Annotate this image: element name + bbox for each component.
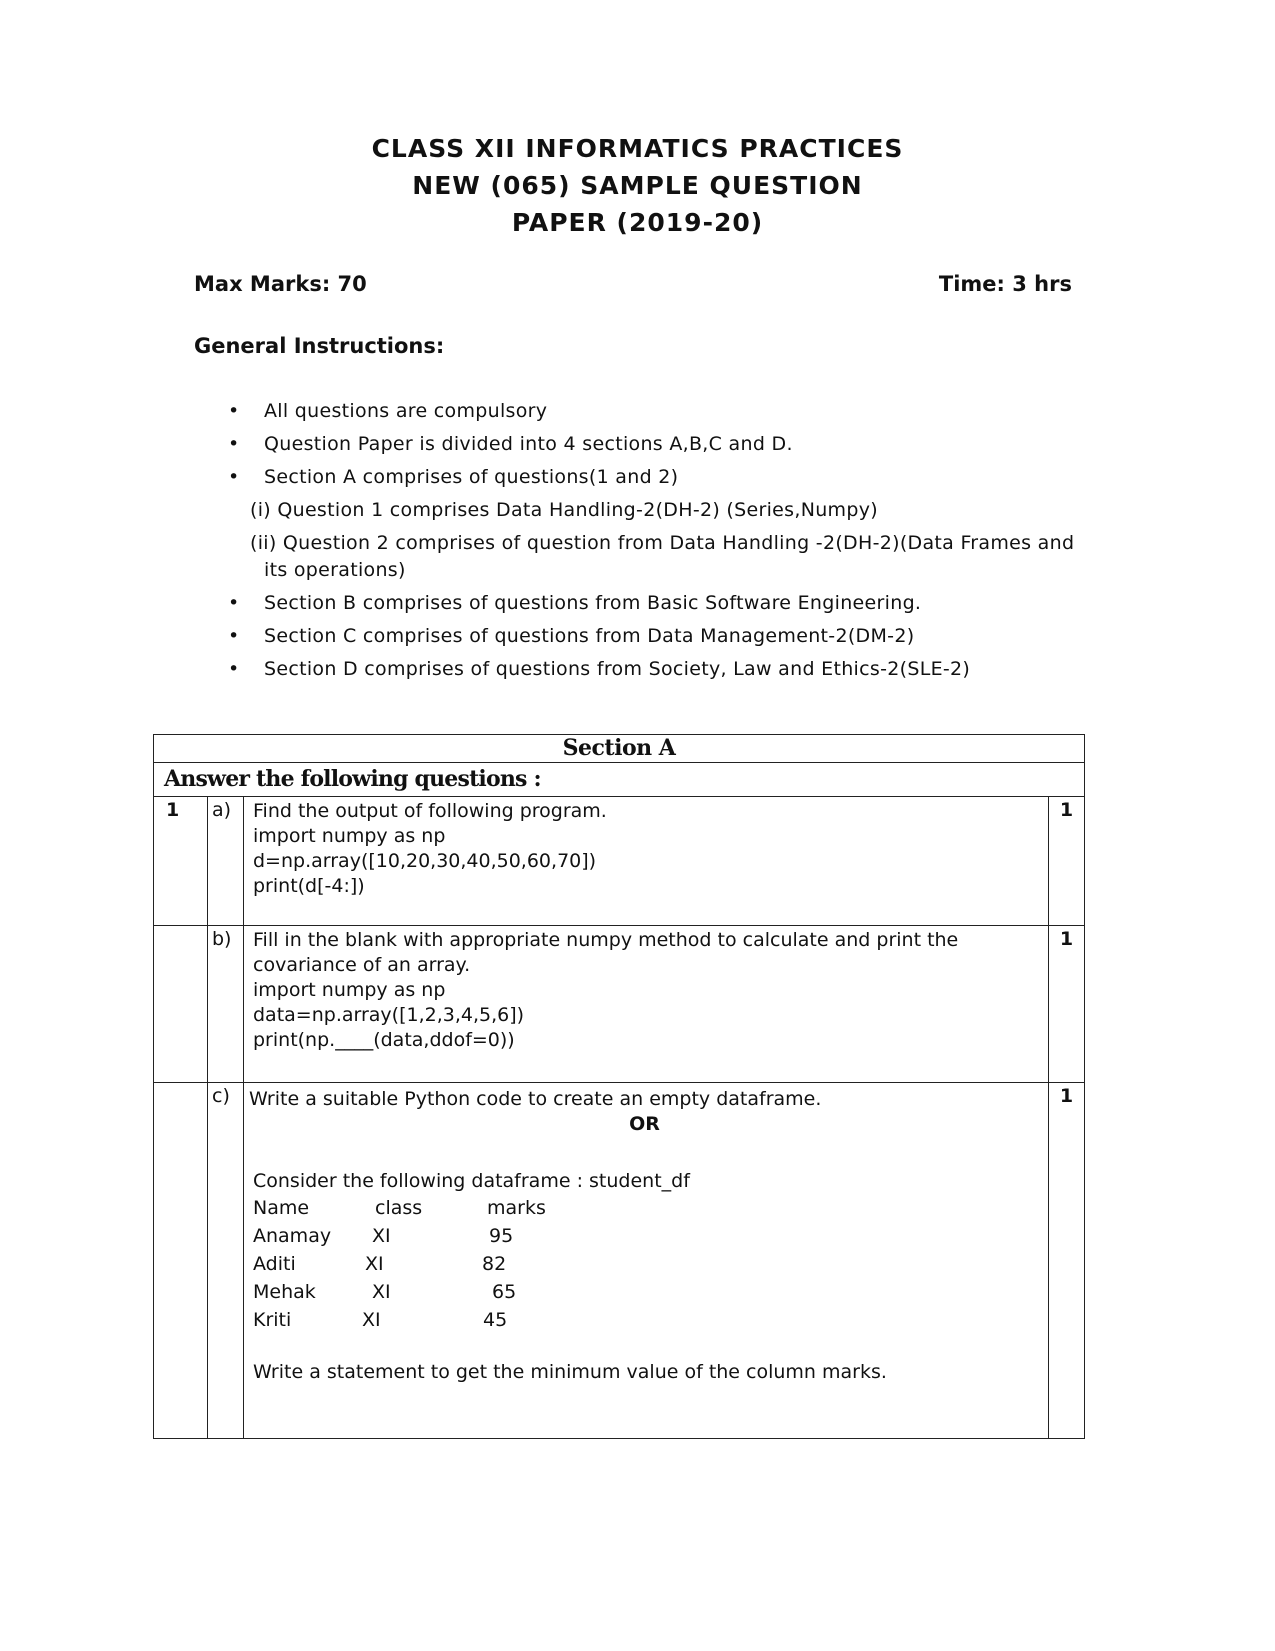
column-header: Name: [253, 1197, 310, 1219]
title-line-1: CLASS XII INFORMATICS PRACTICES: [371, 134, 904, 163]
table-row: [154, 797, 1085, 926]
bullet-icon: •: [228, 592, 240, 614]
dataframe-row: [253, 1250, 1040, 1278]
question-line: Fill in the blank with appropriate numpy method to calculate and print the: [253, 929, 959, 951]
cell-class: XI: [362, 1309, 381, 1331]
question-line: Find the output of following program.: [253, 800, 607, 822]
code-line: import numpy as np: [253, 979, 446, 1001]
bullet-icon: •: [228, 625, 240, 647]
bullet-icon: •: [228, 658, 240, 680]
marks-cell: 1: [1049, 1083, 1085, 1439]
code-line: d=np.array([10,20,30,40,50,60,70]): [253, 850, 597, 872]
question-line: Consider the following dataframe : student_df: [253, 1170, 690, 1192]
code-line: print(d[-4:]): [253, 875, 365, 897]
instruction-item: [228, 464, 1088, 491]
section-title: Section A: [154, 735, 1085, 763]
cell-name: Aditi: [253, 1253, 296, 1275]
empty-cell: [154, 1083, 208, 1439]
marks-cell: 1: [1049, 797, 1085, 926]
cell-marks: 65: [492, 1281, 517, 1303]
table-row: [154, 926, 1085, 1083]
dataframe-row: [253, 1222, 1040, 1250]
cell-marks: 95: [489, 1225, 514, 1247]
section-prompt: Answer the following questions :: [154, 763, 1085, 797]
title-line-2: NEW (065) SAMPLE QUESTION: [412, 171, 863, 200]
instruction-subitem: [228, 530, 1088, 557]
dataframe-row: [253, 1278, 1040, 1306]
instruction-item: [228, 398, 1088, 425]
code-line: import numpy as np: [253, 825, 446, 847]
code-line: print(np.____(data,ddof=0)): [253, 1029, 515, 1051]
cell-name: Anamay: [253, 1225, 332, 1247]
question-1c-body: [244, 1083, 1049, 1439]
instruction-subitem-continued: [228, 557, 1088, 584]
bullet-icon: •: [228, 433, 240, 455]
instruction-text: Section D comprises of questions from Society, Law and Ethics-2(SLE-2): [264, 658, 971, 680]
cell-class: XI: [372, 1281, 391, 1303]
cell-class: XI: [372, 1225, 391, 1247]
paper-title: [0, 130, 1275, 241]
subquestion-label: b): [208, 926, 244, 1083]
instruction-subitem: [228, 497, 1088, 524]
instruction-item: [228, 656, 1088, 683]
instruction-subtext: (i) Question 1 comprises Data Handling-2(DH-2) (Series,Numpy): [250, 499, 878, 521]
bullet-icon: •: [228, 466, 240, 488]
code-line: data=np.array([1,2,3,4,5,6]): [253, 1004, 525, 1026]
subquestion-label: c): [208, 1083, 244, 1439]
instruction-item: [228, 431, 1088, 458]
table-row: [154, 1083, 1085, 1439]
instruction-text: Section C comprises of questions from Data Management-2(DM-2): [264, 625, 915, 647]
instruction-item: [228, 623, 1088, 650]
cell-name: Kriti: [253, 1309, 292, 1331]
dataframe-row: [253, 1306, 1040, 1334]
question-1a-body: [244, 797, 1049, 926]
bullet-icon: •: [228, 400, 240, 422]
or-separator: OR: [629, 1113, 660, 1135]
paper-meta: [194, 272, 1072, 296]
question-line: Write a suitable Python code to create an empty dataframe.: [249, 1088, 822, 1110]
cell-name: Mehak: [253, 1281, 316, 1303]
cell-marks: 82: [482, 1253, 507, 1275]
instruction-item: [228, 590, 1088, 617]
question-line: Write a statement to get the minimum value of the column marks.: [253, 1361, 887, 1383]
question-number: 1: [154, 797, 208, 926]
question-1b-body: [244, 926, 1049, 1083]
dataframe-listing: [249, 1194, 1040, 1334]
instruction-text: All questions are compulsory: [264, 400, 548, 422]
column-header: class: [375, 1197, 423, 1219]
instruction-text: Section B comprises of questions from Basic Software Engineering.: [264, 592, 922, 614]
instruction-text: Question Paper is divided into 4 sections A,B,C and D.: [264, 433, 793, 455]
instructions-list: [228, 398, 1088, 689]
column-header: marks: [487, 1197, 546, 1219]
instruction-subtext: (ii) Question 2 comprises of question from Data Handling -2(DH-2)(Data Frames and: [250, 532, 1075, 554]
subquestion-label: a): [208, 797, 244, 926]
dataframe-header: [253, 1194, 1040, 1222]
marks-cell: 1: [1049, 926, 1085, 1083]
max-marks: Max Marks: 70: [194, 272, 367, 296]
cell-marks: 45: [483, 1309, 508, 1331]
empty-cell: [154, 926, 208, 1083]
question-table: [153, 734, 1085, 1439]
question-line: covariance of an array.: [253, 954, 471, 976]
instruction-subtext: its operations): [264, 559, 406, 581]
time-allowed: Time: 3 hrs: [938, 272, 1072, 296]
title-line-3: PAPER (2019-20): [511, 208, 764, 237]
cell-class: XI: [365, 1253, 384, 1275]
instructions-heading: General Instructions:: [194, 334, 445, 358]
instruction-text: Section A comprises of questions(1 and 2): [264, 466, 679, 488]
